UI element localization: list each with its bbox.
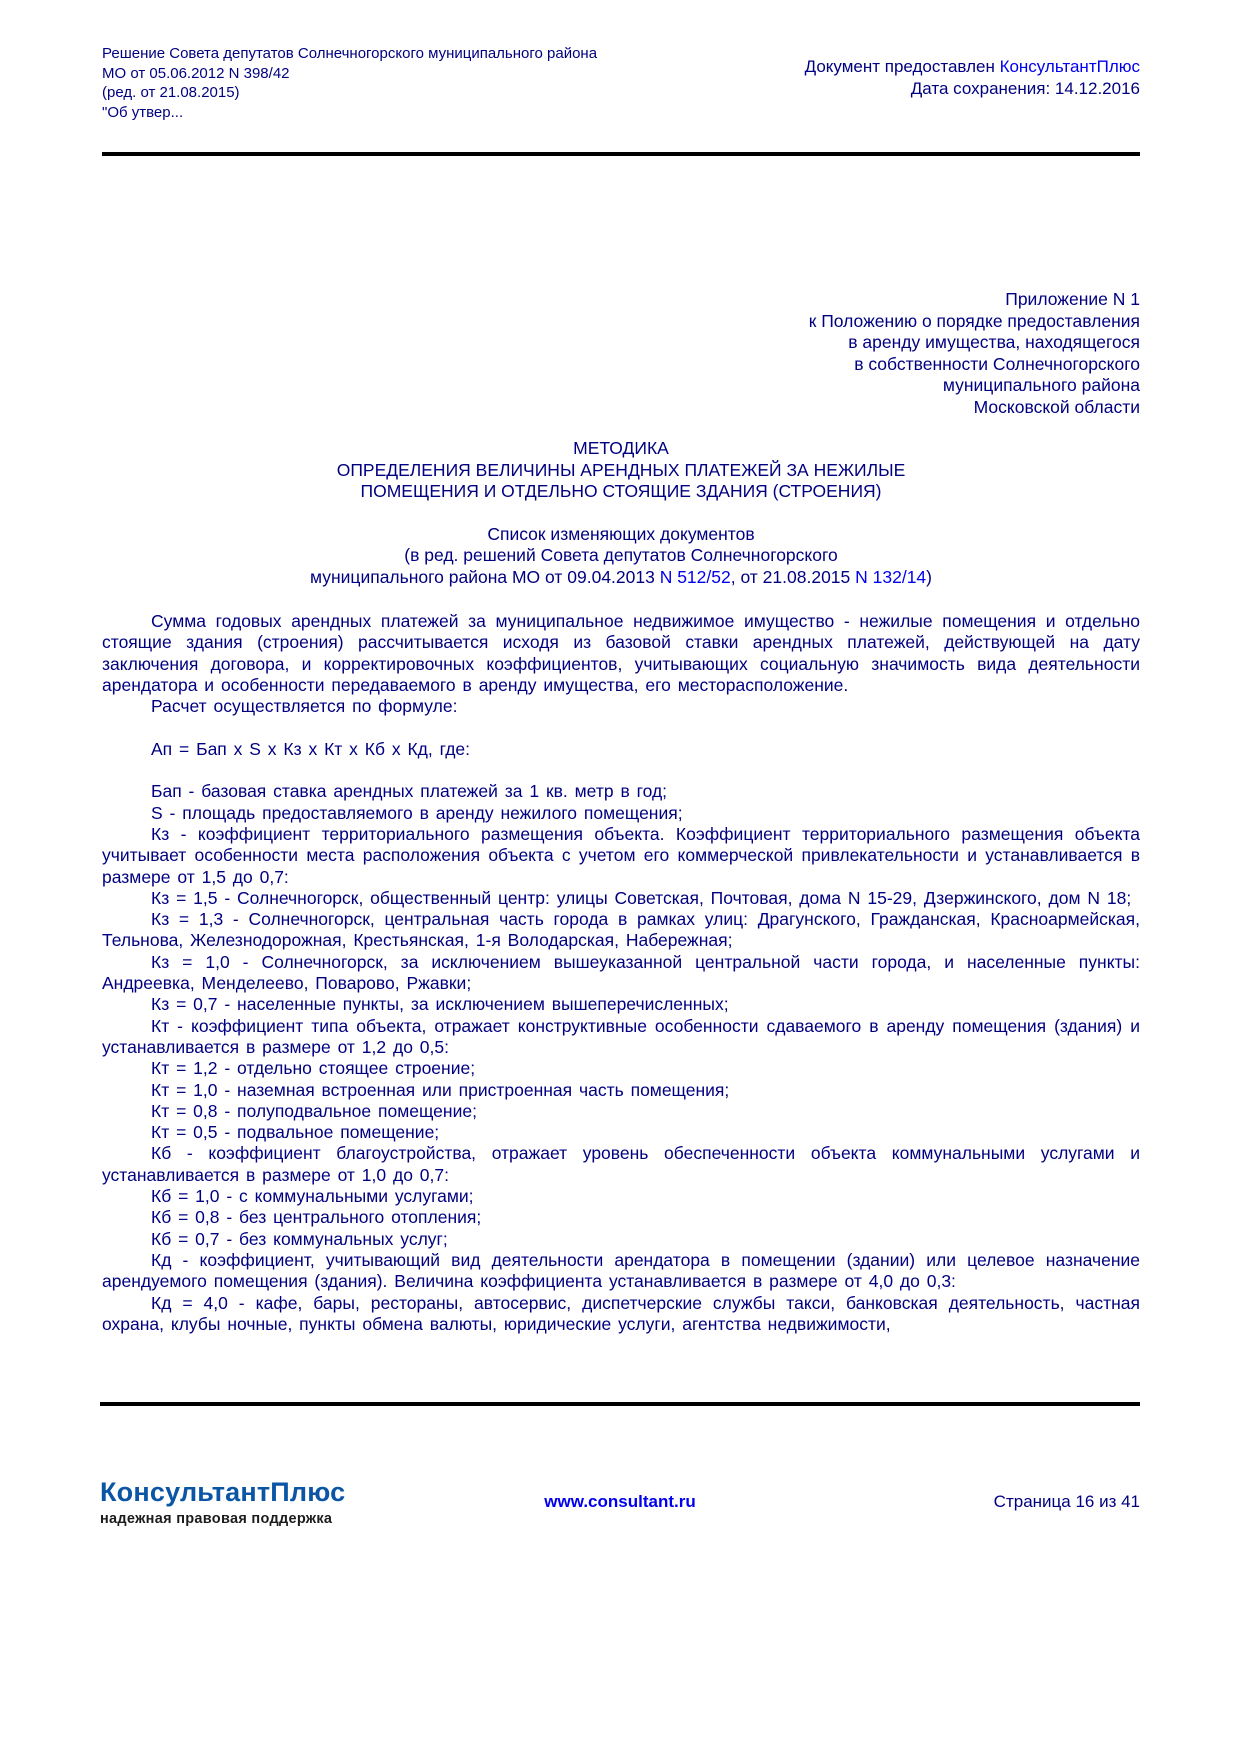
document-provided-block (805, 44, 1140, 100)
provided-by-line (805, 56, 1140, 78)
appendix-line: в собственности Солнечногорского (854, 353, 1140, 374)
body-paragraph: Сумма годовых арендных платежей за муниципальное недвижимое имущество - нежилые помещения и отдельно стоящие здания (строения) рассчитывается исходя из базовой ставки арендных платежей, действующей на дату заключения договора, и корректировочных коэффициентов, учитывающих социальную значимость вида деятельности арендатора и особенности передаваемого в аренду имущества, его месторасположение. (102, 611, 1140, 695)
body-paragraph: Ап = Бап x S x Кз x Кт x Кб x Кд, где: (151, 738, 471, 759)
amendments-text: муниципального района МО от 09.04.2013 (310, 566, 660, 587)
document-reference (102, 44, 597, 122)
top-rule-divider (102, 152, 1140, 156)
blank-line (102, 717, 1140, 738)
body-paragraph: Бап - базовая ставка арендных платежей за 1 кв. метр в год; (151, 781, 668, 802)
body-paragraph: Кб = 1,0 - с коммунальными услугами; (151, 1186, 474, 1207)
amendment-link-512-52[interactable]: N 512/52 (659, 566, 731, 587)
appendix-line: муниципального района (942, 375, 1140, 395)
bottom-rule-divider (100, 1402, 1140, 1406)
title-line: ПОМЕЩЕНИЯ И ОТДЕЛЬНО СТОЯЩИЕ ЗДАНИЯ (СТРОЕНИЯ) (360, 481, 882, 501)
appendix-block (102, 289, 1140, 418)
footer-center (544, 1492, 695, 1512)
amendments-line: (в ред. решений Совета депутатов Солнечногорского (404, 545, 838, 565)
provided-by-text: Документ предоставлен (804, 57, 1000, 76)
amendments-note (102, 524, 1140, 589)
logo-text: КонсультантПлюс (100, 1477, 346, 1507)
doc-ref-line: "Об утвер... (102, 103, 184, 121)
body-paragraph: Кз = 0,7 - населенные пункты, за исключением вышеперечисленных; (151, 994, 729, 1015)
appendix-line: к Положению о порядке предоставления (808, 310, 1140, 331)
body-paragraph: Кз - коэффициент территориального размещения объекта. Коэффициент территориального размещения объекта учитывает особенности места расположения объекта с учетом его коммерческой привлекательности и устанавливается в размере от 1,5 до 0,7: (102, 823, 1140, 887)
body-paragraph: Кт = 1,0 - наземная встроенная или пристроенная часть помещения; (151, 1079, 730, 1100)
page-footer (100, 1477, 1140, 1527)
body-paragraph: Кт - коэффициент типа объекта, отражает конструктивные особенности сдаваемого в аренду помещения (здания) и устанавливается в размере от 1,2 до 0,5: (102, 1015, 1140, 1057)
amendments-text: ) (926, 566, 932, 587)
body-paragraph: Кб = 0,7 - без коммунальных услуг; (151, 1228, 448, 1249)
title-line: МЕТОДИКА (573, 438, 669, 458)
amendment-link-132-14[interactable]: N 132/14 (855, 566, 927, 587)
logo-tagline: надежная правовая поддержка (100, 1511, 333, 1527)
save-date-text: Дата сохранения: 14.12.2016 (910, 79, 1140, 98)
appendix-line: Московской области (973, 396, 1140, 417)
page-number: Страница 16 из 41 (993, 1492, 1140, 1511)
document-body (102, 611, 1140, 1335)
document-title (102, 438, 1140, 503)
body-paragraph: Кд = 4,0 - кафе, бары, рестораны, автосервис, диспетчерские службы такси, банковская деятельность, частная охрана, клубы ночные, пункты обмена валюты, юридические услуги, агентства недвижимости, (102, 1292, 1140, 1334)
body-paragraph: Кз = 1,0 - Солнечногорск, за исключением вышеуказанной центральной части города, и населенные пункты: Андреевка, Менделеево, Поварово, Ржавки; (102, 951, 1140, 994)
amendments-text: , от 21.08.2015 (730, 566, 856, 587)
body-paragraph: Кб - коэффициент благоустройства, отражает уровень обеспеченности объекта коммунальными услугами и устанавливается в размере от 1,0 до 0,7: (102, 1143, 1140, 1185)
website-link[interactable]: www.consultant.ru (544, 1492, 696, 1511)
body-paragraph: Кд - коэффициент, учитывающий вид деятельности арендатора в помещении (здании) или целевое назначение арендуемого помещения (здания). Величина коэффициента устанавливается в размере от 4,0 до 0,3: (102, 1249, 1140, 1292)
body-paragraph: Кт = 1,2 - отдельно стоящее строение; (151, 1058, 476, 1079)
body-paragraph: S - площадь предоставляемого в аренду нежилого помещения; (151, 802, 683, 823)
body-paragraph: Кт = 0,5 - подвальное помещение; (151, 1122, 440, 1143)
blank-line (102, 760, 1140, 781)
body-paragraph: Кб = 0,8 - без центрального отопления; (151, 1207, 482, 1228)
consultantplus-logo (100, 1477, 544, 1527)
title-line: ОПРЕДЕЛЕНИЯ ВЕЛИЧИНЫ АРЕНДНЫХ ПЛАТЕЖЕЙ ЗА НЕЖИЛЫЕ (336, 459, 906, 480)
document-header (102, 44, 1140, 122)
appendix-line: в аренду имущества, находящегося (848, 332, 1140, 352)
document-content (102, 289, 1140, 1335)
body-paragraph: Расчет осуществляется по формуле: (151, 696, 458, 717)
doc-ref-line: (ред. от 21.08.2015) (102, 84, 240, 101)
body-paragraph: Кз = 1,3 - Солнечногорск, центральная часть города в рамках улиц: Драгунского, Гражданская, Красноармейская, Тельнова, Железнодорожная, Крестьянская, 1-я Володарская, Набережная; (102, 909, 1140, 951)
body-paragraph: Кт = 0,8 - полуподвальное помещение; (151, 1100, 477, 1121)
amendments-line: Список изменяющих документов (487, 523, 755, 544)
doc-ref-line: МО от 05.06.2012 N 398/42 (102, 64, 290, 82)
consultantplus-link[interactable]: КонсультантПлюс (999, 57, 1140, 76)
amendments-line (102, 567, 1140, 589)
doc-ref-line: Решение Совета депутатов Солнечногорского муниципального района (102, 45, 598, 62)
appendix-line: Приложение N 1 (1005, 289, 1140, 309)
body-paragraph: Кз = 1,5 - Солнечногорск, общественный центр: улицы Советская, Почтовая, дома N 15-29, Дзержинского, дом N 18; (151, 887, 1132, 908)
